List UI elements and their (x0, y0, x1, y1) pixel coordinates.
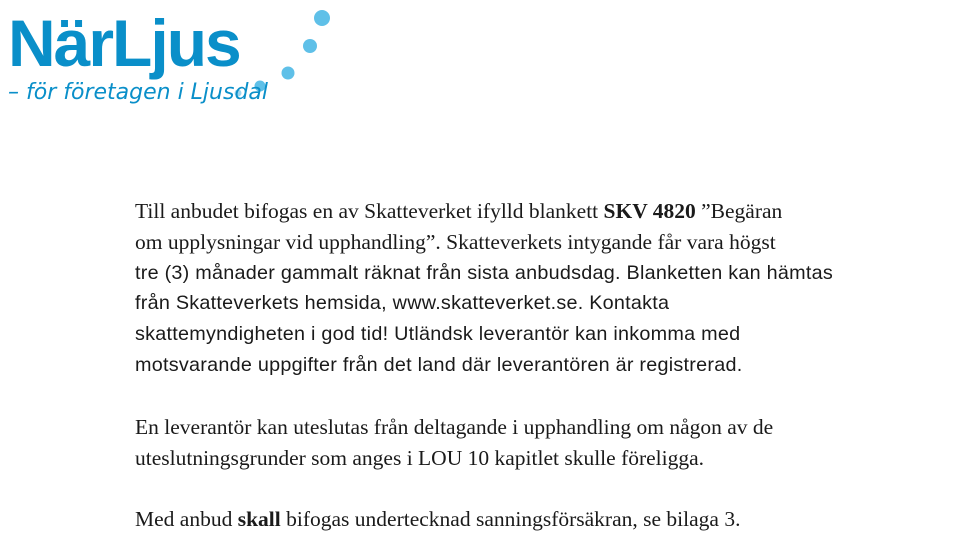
text-line: tre (3) månader gammalt räknat från sista anbudsdag. Blanketten kan hämtas (135, 261, 834, 284)
text-line (135, 196, 950, 227)
text-line: om upplysningar vid upphandling”. Skatteverkets intygande får vara högst (135, 229, 776, 254)
form-code-bold: SKV 4820 (603, 199, 696, 223)
paragraph-exclusion (135, 412, 950, 474)
text-run: ”Begäran (695, 199, 783, 223)
logo-wordmark: NärLjus (8, 6, 240, 80)
emphasis-bold: skall (237, 507, 281, 532)
text-line: skattemyndigheten i god tid! Utländsk leverantör kan inkomma med (135, 323, 741, 346)
text-run: bifogas undertecknad sanningsförsäkran, se bilaga 3. (280, 507, 741, 532)
document-body (135, 196, 950, 535)
text-line (135, 504, 950, 535)
text-line: uteslutningsgrunder som anges i LOU 10 kapitlet skulle föreligga. (135, 445, 705, 470)
text-run: Med anbud (135, 507, 238, 532)
text-line: motsvarande uppgifter från det land där leverantören är registrerad. (135, 353, 743, 376)
text-line: från Skatteverkets hemsida, www.skatteverket.se. Kontakta (135, 292, 670, 315)
logo-tagline: – för företagen i Ljusdal (8, 80, 269, 105)
text-line: En leverantör kan uteslutas från deltagande i upphandling om någon av de (135, 414, 774, 439)
paragraph-skv-4820 (135, 196, 950, 381)
text-run: Till anbudet bifogas en av Skatteverket ifylld blankett (135, 199, 604, 223)
paragraph-declaration (135, 504, 950, 535)
narljus-logo (6, 2, 336, 106)
